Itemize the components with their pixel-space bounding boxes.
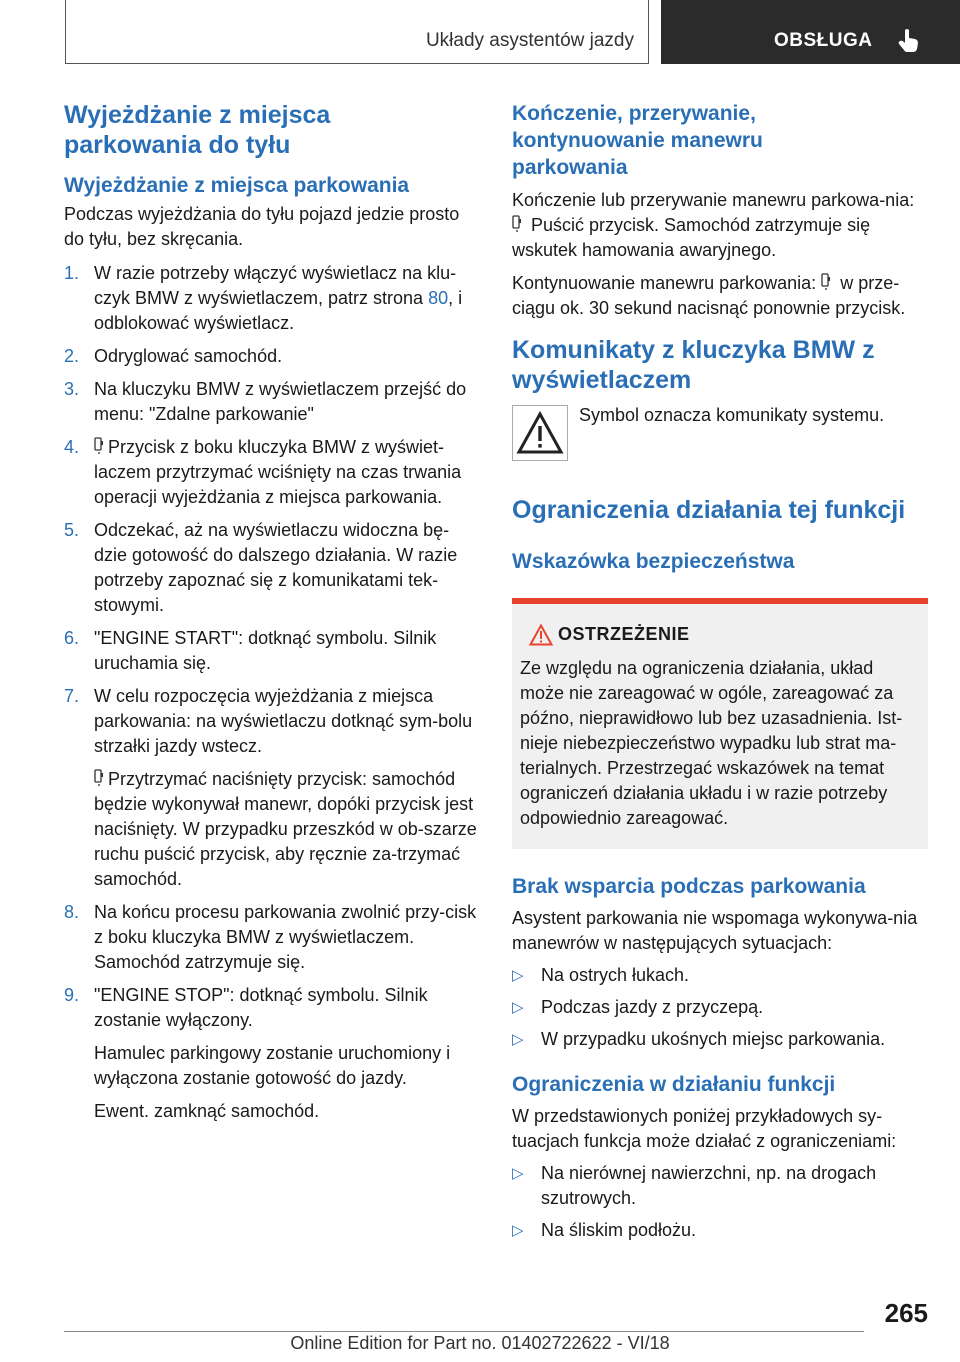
key-side-button-icon — [821, 273, 831, 291]
paragraph-text: Kontynuowanie manewru parkowania: — [512, 273, 822, 293]
paragraph-ending — [512, 188, 928, 263]
warning-title: OSTRZEŻENIE — [558, 624, 690, 644]
step-item — [64, 261, 480, 336]
list-item — [512, 1218, 928, 1243]
step-number: 9. — [64, 985, 80, 1005]
step-extra — [94, 767, 480, 892]
footer-edition: Online Edition for Part no. 01402722622 - VI/18 — [290, 1333, 670, 1353]
paragraph-text: Kończenie lub przerywanie manewru parkowa-nia: — [512, 190, 915, 210]
step-text-after: , i odblokować wyświetlacz. — [94, 288, 463, 333]
step-number: 6. — [64, 628, 80, 648]
step-text: W celu rozpoczęcia wyjeżdżania z miejsca parkowania: na wyświetlaczu dotknąć sym-bolu strzałki jazdy wstecz. — [94, 686, 473, 756]
list-item — [512, 1027, 928, 1052]
header-chapter-title: OBSŁUGA — [774, 30, 873, 51]
list-item-text: W przypadku ukośnych miejsc parkowania. — [541, 1029, 886, 1049]
bullet-triangle-icon: ▷ — [512, 1222, 524, 1239]
key-side-button-icon — [512, 215, 522, 233]
step-number: 8. — [64, 902, 80, 922]
warning-text: Ze względu na ograniczenia działania, układ może nie zareagować w ogóle, zareagować za późno, nieprawidłowo lub bez uzasadnienia. Ist-nieje niebezpieczeństwo wypadku lub strat ma-terialnych. Przestrzegać wskazówek na temat ograniczeń działania układu i w razie potrzeby odpowiednio zareagować. — [520, 658, 903, 828]
step-item — [64, 983, 480, 1124]
list-item-text: Na śliskim podłożu. — [541, 1220, 697, 1240]
paragraph-no-support: Asystent parkowania nie wspomaga wykonywa-nia manewrów w następujących sytuacjach: — [512, 908, 918, 953]
bullet-triangle-icon: ▷ — [512, 1165, 524, 1182]
bullet-triangle-icon: ▷ — [512, 967, 524, 984]
paragraph-text-after: w prze-ciągu ok. 30 sekund nacisnąć ponownie przycisk. — [512, 273, 906, 318]
right-column — [512, 100, 928, 1243]
subheading-limitations: Ograniczenia w działaniu funkcji — [512, 1073, 836, 1096]
step-text: Na końcu procesu parkowania zwolnić przy-cisk z boku kluczyka BMW z wyświetlaczem. Samochód zatrzymuje się. — [94, 902, 477, 972]
page-number: 265 — [884, 1298, 928, 1328]
list-item — [512, 963, 928, 988]
warning-triangle-icon — [512, 405, 568, 461]
heading-limits: Ograniczenia działania tej funkcji — [512, 496, 906, 524]
key-side-button-icon — [94, 769, 104, 787]
subheading-backing-out: Wyjeżdżanie z miejsca parkowania — [64, 174, 410, 197]
header-chapter-tab — [661, 0, 960, 64]
warning-header — [520, 624, 920, 650]
step-extra: Hamulec parkingowy zostanie uruchomiony i wyłączona zostanie gotowość do jazdy. — [94, 1043, 451, 1088]
step-text: Przycisk z boku kluczyka BMW z wyświet-laczem przytrzymać wciśnięty na czas trwania operacji wyjeżdżania z miejsca parkowania. — [94, 437, 462, 507]
list-item — [512, 995, 928, 1020]
step-text: Odczekać, aż na wyświetlaczu widoczna bę-dzie gotowość do dalszego działania. W razie potrzeby zapoznać się z komunikatami tek-stowymi. — [94, 520, 458, 615]
page-link[interactable]: 80 — [428, 288, 449, 308]
step-item — [64, 684, 480, 892]
key-side-button-icon — [94, 437, 104, 455]
step-number: 4. — [64, 437, 80, 457]
warning-box — [512, 598, 928, 849]
paragraph-text-after: Puścić przycisk. Samochód zatrzymuje się wskutek hamowania awaryjnego. — [512, 215, 871, 260]
step-text: W razie potrzeby włączyć wyświetlacz na klu-czyk BMW z wyświetlaczem, patrz strona — [94, 263, 457, 308]
step-text: "ENGINE STOP": dotknąć symbolu. Silnik zostanie wyłączony. — [94, 985, 428, 1030]
list-item-text: Podczas jazdy z przyczepą. — [541, 997, 764, 1017]
step-number: 3. — [64, 379, 80, 399]
step-item — [64, 344, 480, 369]
step-item — [64, 435, 480, 510]
subheading-safety: Wskazówka bezpieczeństwa — [512, 550, 795, 573]
step-number: 2. — [64, 346, 80, 366]
paragraph-continue — [512, 271, 928, 321]
list-item — [512, 1161, 928, 1211]
hand-pointer-icon — [898, 28, 920, 52]
step-text: Na kluczyku BMW z wyświetlaczem przejść do menu: "Zdalne parkowanie" — [94, 379, 467, 424]
step-extra: Ewent. zamknąć samochód. — [94, 1101, 320, 1121]
steps-list — [64, 261, 480, 1124]
step-item — [64, 626, 480, 676]
step-text: "ENGINE START": dotknąć symbolu. Silnik uruchamia się. — [94, 628, 437, 673]
symbol-row — [512, 405, 928, 465]
left-column — [64, 100, 480, 1124]
step-text: Odryglować samochód. — [94, 346, 283, 366]
list-item-text: Na nierównej nawierzchni, np. na drogach szutrowych. — [541, 1163, 877, 1208]
header-section-tab — [65, 0, 649, 64]
bullet-list-no-support — [512, 963, 928, 1052]
warning-icon — [529, 624, 553, 646]
heading-key-messages: Komunikaty z kluczyka BMW z wyświetlaczem — [512, 336, 875, 394]
step-extra-text: Przytrzymać naciśnięty przycisk: samochód będzie wykonywał manewr, dopóki przycisk jest naciśnięty. W przypadku przeszkód w ob-szarze ruchu puścić przycisk, aby ręcznie za-trzymać samochód. — [94, 769, 477, 889]
intro-paragraph: Podczas wyjeżdżania do tyłu pojazd jedzie prosto do tyłu, bez skręcania. — [64, 204, 460, 249]
footer-divider — [64, 1331, 864, 1332]
header-section-title: Układy asystentów jazdy — [425, 30, 634, 51]
bullet-list-limitations — [512, 1161, 928, 1243]
subheading-no-support: Brak wsparcia podczas parkowania — [512, 875, 866, 898]
step-number: 5. — [64, 520, 80, 540]
symbol-description: Symbol oznacza komunikaty systemu. — [579, 405, 885, 425]
heading-ending-parking: Kończenie, przerywanie, kontynuowanie manewru parkowania — [512, 102, 763, 179]
list-item-text: Na ostrych łukach. — [541, 965, 690, 985]
bullet-triangle-icon: ▷ — [512, 1031, 524, 1048]
step-item — [64, 518, 480, 618]
step-item — [64, 377, 480, 427]
step-item — [64, 900, 480, 975]
heading-backing-out: Wyjeżdżanie z miejsca parkowania do tyłu — [64, 101, 331, 159]
paragraph-limitations: W przedstawionych poniżej przykładowych sy-tuacjach funkcja może działać z ograniczeniami: — [512, 1106, 897, 1151]
step-number: 7. — [64, 686, 80, 706]
bullet-triangle-icon: ▷ — [512, 999, 524, 1016]
step-number: 1. — [64, 263, 80, 283]
